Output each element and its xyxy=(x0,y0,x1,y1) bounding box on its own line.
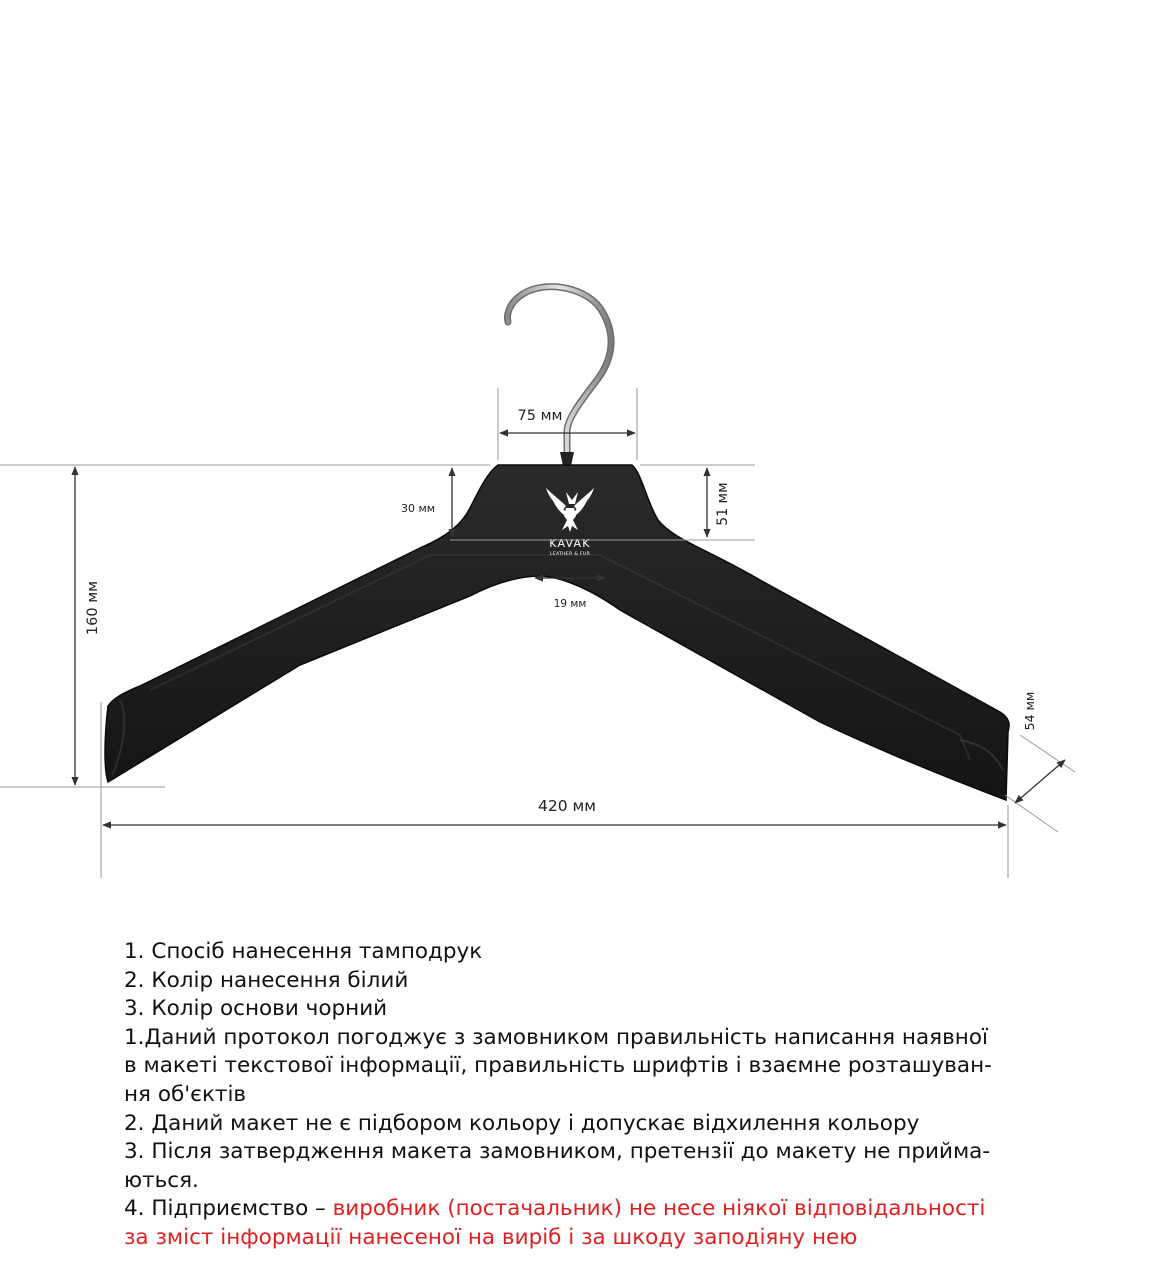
dim-label-19: 19 мм xyxy=(553,598,587,610)
dim-label-51: 51 мм xyxy=(715,482,731,526)
note-line: 3. Після затвердження макета замовником, претензії до макету не прийма- xyxy=(124,1139,991,1165)
notes-block xyxy=(124,938,1134,1253)
metal-hook xyxy=(508,287,612,466)
dim-label-30: 30 мм xyxy=(400,502,436,515)
note-warning-continued: за зміст інформації нанесеної на виріб і за шкоду заподіяну нею xyxy=(124,1224,858,1250)
note-warning: виробник (постачальник) не несе ніякої відповідальності xyxy=(332,1196,986,1222)
hanger-body xyxy=(105,465,1009,800)
dim-label-160: 160 мм xyxy=(85,580,101,636)
dim-label-54: 54 мм xyxy=(1022,691,1037,731)
dim-label-75: 75 мм xyxy=(517,408,563,424)
note-line: 1.Даний протокол погоджує з замовником правильність написання наявної xyxy=(124,1024,988,1050)
logo-tagline: LEATHER & FUR xyxy=(549,552,591,557)
note-line: ються. xyxy=(124,1167,199,1193)
dim-line-54 xyxy=(1015,760,1065,803)
note-line: 2. Колір нанесення білий xyxy=(124,967,409,993)
note-line-disclaimer xyxy=(124,1195,1134,1224)
note-line: 2. Даний макет не є підбором кольору і допускає відхилення кольору xyxy=(124,1110,920,1136)
note-prefix: 4. Підприємство – xyxy=(124,1196,333,1222)
note-line: 1. Спосіб нанесення тамподрук xyxy=(124,939,483,964)
note-line: ня об'єктів xyxy=(124,1081,247,1107)
dim-label-420: 420 мм xyxy=(538,797,596,815)
logo-brand: KAVAK xyxy=(549,537,591,550)
note-line: в макеті текстової інформації, правильність шрифтів і взаємне розташуван- xyxy=(124,1053,992,1079)
note-line: 3. Колір основи чорний xyxy=(124,996,388,1022)
